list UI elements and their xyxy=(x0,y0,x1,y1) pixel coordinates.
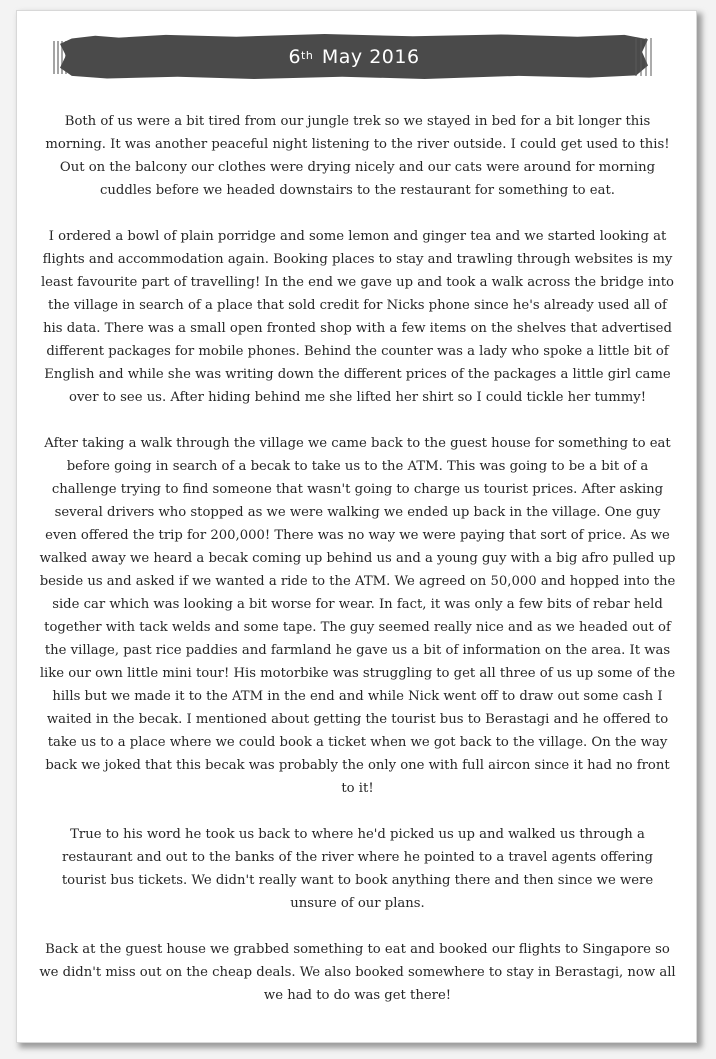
title-month-year: May 2016 xyxy=(321,45,420,68)
paragraph-4: True to his word he took us back to where he'd picked us up and walked us through a restaurant and out to the banks of the river where he pointed to a travel agents offering tourist bus tickets. We didn't really want to book anything there and then since we were unsure of our plans. xyxy=(61,827,654,911)
paragraph-1: Both of us were a bit tired from our jungle trek so we stayed in bed for a bit longer this morning. It was another peaceful night listening to the river outside. I could get used to this! Out on the balcony our clothes were drying nicely and our cats were around for morning cuddles before we headed downstairs to the restaurant for something to eat. xyxy=(45,114,670,198)
paragraph-5: Back at the guest house we grabbed something to eat and booked our flights to Singapore so we didn't miss out on the cheap deals. We also booked somewhere to stay in Berastagi, now all we had to do was get there! xyxy=(39,942,676,1003)
paragraph-2: I ordered a bowl of plain porridge and some lemon and ginger tea and we started looking at flights and accommodation again. Booking places to stay and trawling through websites is my least favourite part of travelling! In the end we gave up and took a walk across the bridge into the village in search of a place that sold credit for Nicks phone since he's already used all of his data. There was a small open fronted shop with a few items on the shelves that advertised different packages for mobile phones. Behind the counter was a lady who spoke a little bit of English and while she was writing down the different prices of the packages a little girl came over to see us. After hiding behind me she lifted her shirt so I could tickle her tummy! xyxy=(40,229,675,405)
journal-page xyxy=(16,10,697,1043)
title-ordinal: th xyxy=(301,49,314,62)
journal-body xyxy=(39,110,676,1030)
title-day: 6 xyxy=(288,45,302,68)
paragraph-3: After taking a walk through the village we came back to the guest house for something to eat before going in search of a becak to take us to the ATM. This was going to be a bit of a challenge trying to find someone that wasn't going to charge us tourist prices. After asking several drivers who stopped as we were walking we ended up back in the village. One guy even offered the trip for 200,000! There was no way we were paying that sort of price. As we walked away we heard a becak coming up behind us and a young guy with a big afro pulled up beside us and asked if we wanted a ride to the ATM. We agreed on 50,000 and hopped into the side car which was looking a bit worse for wear. In fact, it was only a few bits of rebar held together with tack welds and some tape. The guy seemed really nice and as we headed out of the village, past rice paddies and farmland he gave us a bit of information on the area. It was like our own little mini tour! His motorbike was struggling to get all three of us up some of the hills but we made it to the ATM in the end and while Nick went off to draw out some cash I waited in the becak. I mentioned about getting the tourist bus to Berastagi and he offered to take us to a place where we could book a ticket when we got back to the village. On the way back we joked that this becak was probably the only one with full aircon since it had no front to it! xyxy=(39,436,676,796)
page-title xyxy=(60,34,648,79)
